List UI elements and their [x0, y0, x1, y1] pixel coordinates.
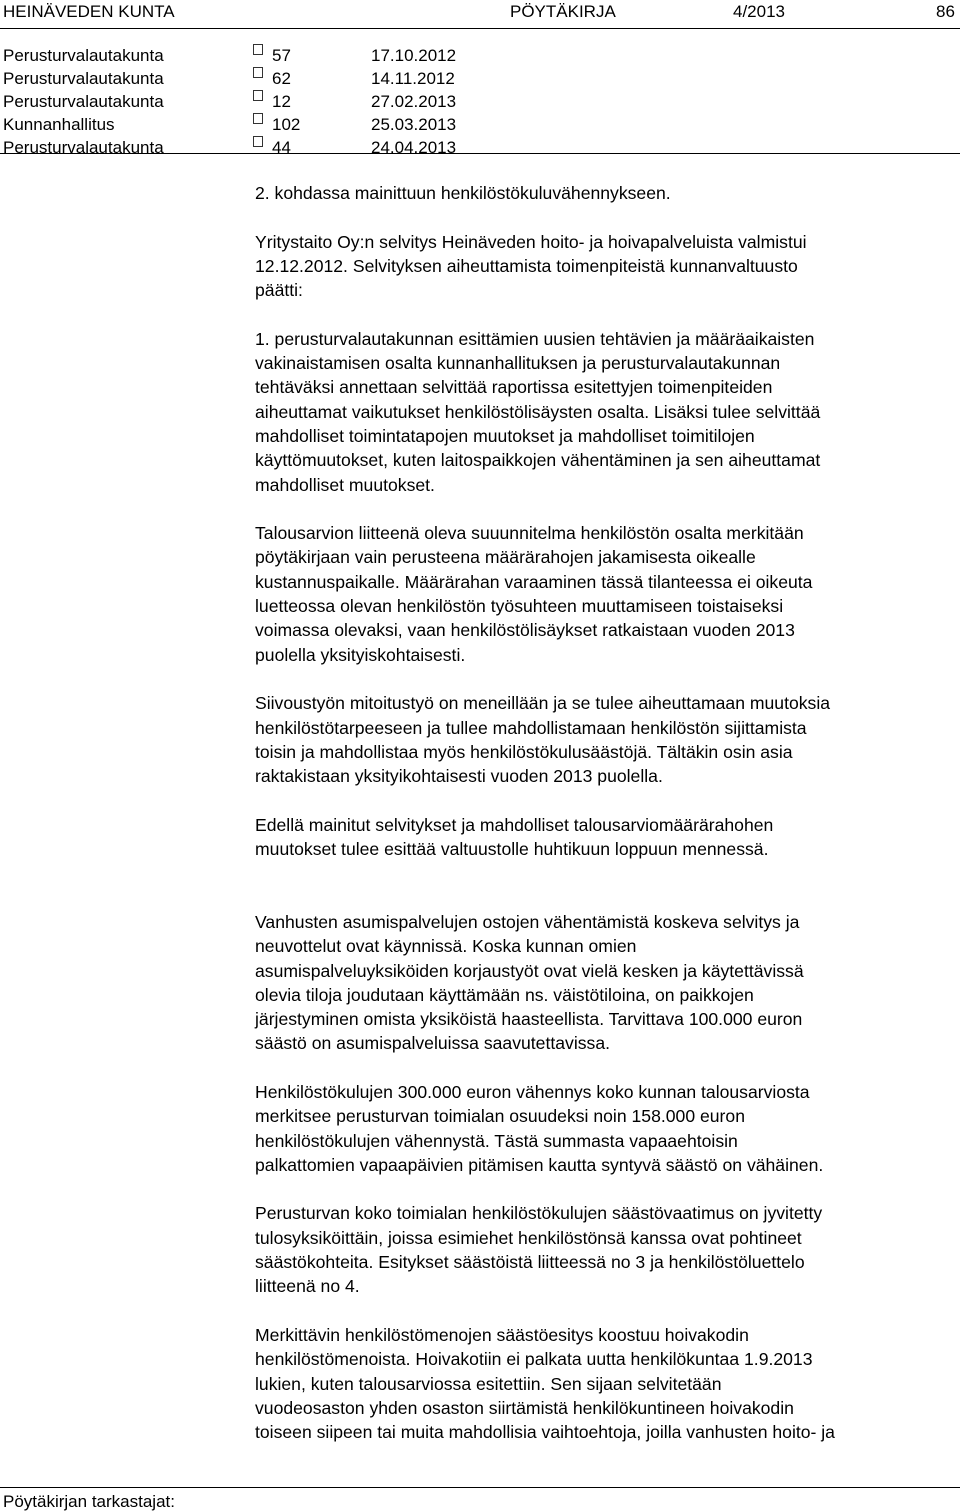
text-line: toisin ja mahdollistaa myös henkilöstökulusäästöjä. Tältäkin osin asia — [255, 741, 793, 762]
section-number: 62 — [272, 69, 291, 88]
text-line: käyttömuutokset, kuten laitospaikkojen vähentäminen ja sen aiheuttamat — [255, 450, 821, 471]
meeting-row — [3, 136, 703, 159]
text-line: tehtäväksi annettaan selvittää raportissa esitettyjen toimenpiteiden — [255, 377, 773, 398]
section-number: 12 — [272, 92, 291, 111]
municipality-name: HEINÄVEDEN KUNTA — [3, 2, 175, 21]
text-line: mahdolliset toimintatapojen muutokset ja mahdolliset toimitilojen — [255, 425, 755, 446]
meeting-body: Kunnanhallitus — [3, 115, 115, 134]
meeting-row — [3, 67, 703, 90]
paragraph — [255, 521, 955, 667]
checkbox-marker-icon — [253, 44, 263, 55]
checkbox-marker-icon — [253, 113, 263, 124]
header-divider — [0, 28, 960, 29]
meeting-body: Perusturvalautakunta — [3, 46, 164, 65]
text-line: aiheuttamat vaikutukset henkilöstölisäysten osalta. Lisäksi tulee selvittää — [255, 401, 821, 422]
text-line: Vanhusten asumispalvelujen ostojen vähentämistä koskeva selvitys ja — [255, 911, 800, 932]
text-line: kustannuspaikalle. Määrärahan varaaminen tässä tilanteessa ei oikeuta — [255, 571, 813, 592]
text-line: merkitsee perusturvan toimialan osuudeksi noin 158.000 euron — [255, 1106, 745, 1127]
meeting-row — [3, 113, 703, 136]
paragraph — [255, 327, 955, 497]
meeting-date: 25.03.2013 — [371, 115, 457, 134]
text-line: pöytäkirjaan vain perusteena määrärahojen jakamisesta oikealle — [255, 547, 756, 568]
text-line: toiseen siipeen tai muita mahdollisia vaihtoehtoja, joilla vanhusten hoito- ja — [255, 1422, 835, 1443]
meeting-body: Perusturvalautakunta — [3, 138, 164, 157]
text-line: henkilöstökulujen vähennystä. Tästä summasta vapaaehtoisin — [255, 1130, 738, 1151]
section-number: 102 — [272, 115, 301, 134]
text-line: säästökohteita. Esitykset säästöistä liitteessä no 3 ja henkilöstöluettelo — [255, 1252, 805, 1273]
text-line: raktakistaan yksityikohtaisesti vuoden 2013 puolella. — [255, 766, 663, 787]
text-line: Yritystaito Oy:n selvitys Heinäveden hoito- ja hoivapalveluista valmistui — [255, 231, 807, 252]
paragraph — [255, 1080, 955, 1177]
paragraph — [255, 910, 955, 1056]
footer-label: Pöytäkirjan tarkastajat: — [3, 1492, 175, 1511]
text-line: muutokset tulee esittää valtuustolle huhtikuun loppuun mennessä. — [255, 839, 769, 860]
text-line: asumispalveluyksiköiden korjaustyöt ovat vielä kesken ja käytettävissä — [255, 960, 804, 981]
paragraph — [255, 181, 955, 205]
paragraph — [255, 230, 955, 303]
text-line: mahdolliset muutokset. — [255, 474, 435, 495]
meeting-date: 27.02.2013 — [371, 92, 457, 111]
paragraph — [255, 1323, 955, 1444]
section-number: 44 — [272, 138, 291, 157]
text-line: puolella yksityiskohtaisesti. — [255, 644, 466, 665]
footer-divider — [0, 1487, 960, 1488]
text-line: Talousarvion liitteenä oleva suuunnitelma henkilöstön osalta merkitään — [255, 523, 804, 544]
text-line: liitteenä no 4. — [255, 1276, 360, 1297]
text-line: 12.12.2012. Selvityksen aiheuttamista toimenpiteistä kunnanvaltuusto — [255, 255, 798, 276]
meeting-history — [3, 44, 703, 159]
checkbox-marker-icon — [253, 136, 263, 147]
text-line: Siivoustyön mitoitustyö on meneillään ja se tulee aiheuttamaan muutoksia — [255, 693, 831, 714]
meeting-row — [3, 44, 703, 67]
text-line: vuodeosaston yhden osaston siirtämistä henkilökuntineen hoivakodin — [255, 1397, 794, 1418]
issue-number: 4/2013 — [733, 2, 785, 21]
meta-divider — [0, 153, 960, 154]
document-body — [255, 181, 955, 1444]
text-line: luetteossa olevan henkilöstön työsuhteen muuttamiseen toistaiseksi — [255, 596, 784, 617]
text-line: vakinaistamisen osalta kunnanhallituksen ja perusturvalautakunnan — [255, 353, 781, 374]
text-line: tulosyksiköittäin, joissa esimiehet henkilöstönsä kanssa ovat pohtineet — [255, 1227, 802, 1248]
meeting-date: 14.11.2012 — [371, 69, 455, 88]
paragraph — [255, 1201, 955, 1298]
text-line: järjestyminen omista yksiköistä haasteellista. Tarvittava 100.000 euron — [255, 1009, 803, 1030]
section-number: 57 — [272, 46, 291, 65]
paragraph — [255, 813, 955, 862]
text-line: 2. kohdassa mainittuun henkilöstökuluvähennykseen. — [255, 183, 671, 203]
text-line: olevia tiloja joudutaan käyttämään ns. väistötiloina, on paikkojen — [255, 984, 754, 1005]
checkbox-marker-icon — [253, 67, 263, 78]
paragraph — [255, 691, 955, 788]
text-line: Merkittävin henkilöstömenojen säästöesitys koostuu hoivakodin — [255, 1324, 749, 1345]
text-line: lukien, kuten talousarviossa esitettiin. Sen sijaan selvitetään — [255, 1373, 722, 1394]
text-line: henkilöstötarpeeseen ja tullee mahdollistamaan henkilöstön sijittamista — [255, 717, 807, 738]
meeting-date: 24.04.2013 — [371, 138, 457, 157]
text-line: Perusturvan koko toimialan henkilöstökulujen säästövaatimus on jyvitetty — [255, 1203, 823, 1224]
meeting-body: Perusturvalautakunta — [3, 92, 164, 111]
text-line: 1. perusturvalautakunnan esittämien uusien tehtävien ja määräaikaisten — [255, 328, 815, 349]
text-line: päätti: — [255, 280, 303, 301]
meeting-row — [3, 90, 703, 113]
meeting-date: 17.10.2012 — [371, 46, 457, 65]
page-number: 86 — [936, 2, 955, 21]
text-line: Henkilöstökulujen 300.000 euron vähennys koko kunnan talousarviosta — [255, 1081, 810, 1102]
text-line: henkilöstömenoista. Hoivakotiin ei palkata uutta henkilökuntaa 1.9.2013 — [255, 1349, 813, 1370]
text-line: voimassa olevaksi, vaan henkilöstölisäykset ratkaistaan vuoden 2013 — [255, 620, 795, 641]
text-line: säästö on asumispalveluissa saavutettavissa. — [255, 1033, 610, 1054]
text-line: Edellä mainitut selvitykset ja mahdolliset talousarviomäärärahohen — [255, 814, 774, 835]
meeting-body: Perusturvalautakunta — [3, 69, 164, 88]
checkbox-marker-icon — [253, 90, 263, 101]
text-line: neuvottelut ovat käynnissä. Koska kunnan omien — [255, 936, 637, 957]
text-line: palkattomien vapaapäivien pitämisen kautta syntyvä säästö on vähäinen. — [255, 1154, 824, 1175]
document-type: PÖYTÄKIRJA — [510, 2, 616, 21]
